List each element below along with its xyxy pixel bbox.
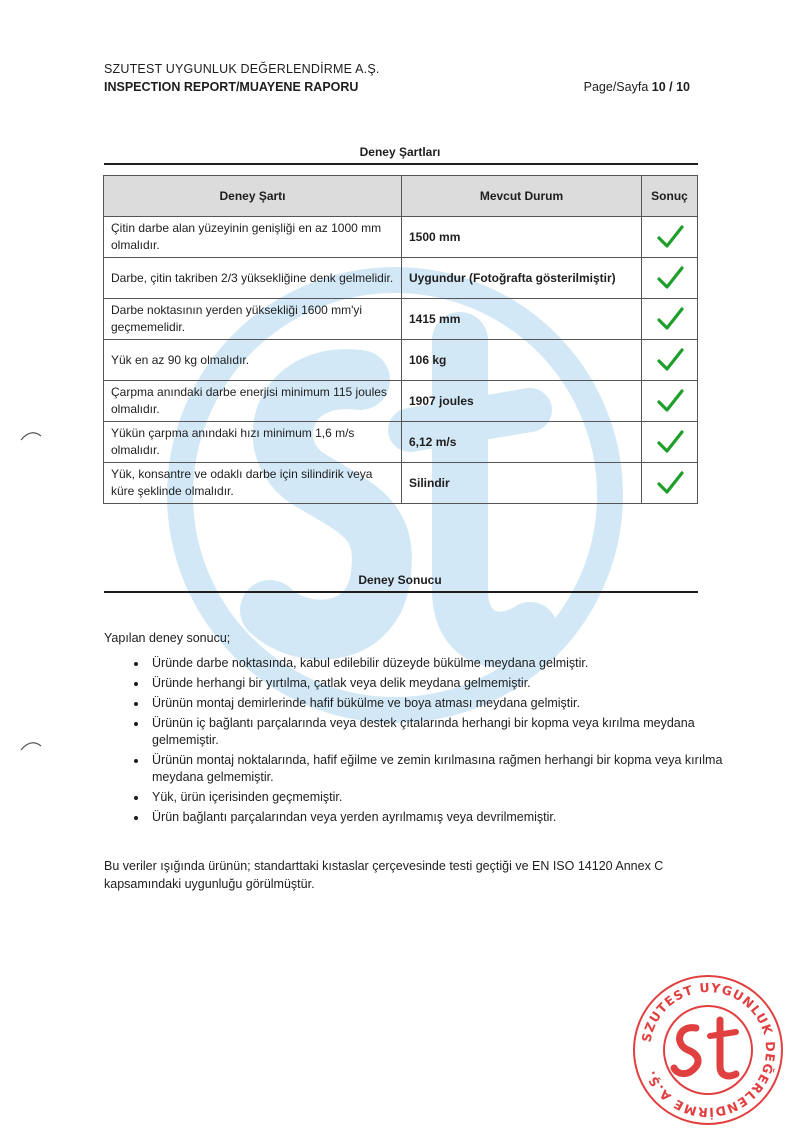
check-icon xyxy=(656,430,684,454)
finding-item: • Ürün bağlantı parçalarından veya yerden ayrılmamış veya devrilmemiştir. xyxy=(148,809,748,826)
result-intro: Yapılan deney sonucu; xyxy=(104,631,231,645)
findings-list xyxy=(104,655,748,829)
report-title: INSPECTION REPORT/MUAYENE RAPORU xyxy=(104,80,359,94)
column-header: Sonuç xyxy=(642,176,698,217)
result-cell xyxy=(642,463,698,504)
condition-cell: Çarpma anındaki darbe enerjisi minimum 115 joules olmalıdır. xyxy=(104,381,402,422)
condition-cell: Yük, konsantre ve odaklı darbe için silindirik veya küre şeklinde olmalıdır. xyxy=(104,463,402,504)
result-cell xyxy=(642,299,698,340)
condition-cell: Yükün çarpma anındaki hızı minimum 1,6 m/s olmalıdır. xyxy=(104,422,402,463)
column-header: Mevcut Durum xyxy=(402,176,642,217)
table-row xyxy=(104,422,698,463)
result-section-title: Deney Sonucu xyxy=(358,573,442,587)
table-header-row xyxy=(104,176,698,217)
table-row xyxy=(104,217,698,258)
condition-cell: Darbe, çitin takriben 2/3 yüksekliğine denk gelmelidir. xyxy=(104,258,402,299)
condition-cell: Darbe noktasının yerden yüksekliği 1600 mm'yi geçmemelidir. xyxy=(104,299,402,340)
finding-item: • Üründe herhangi bir yırtılma, çatlak veya delik meydana gelmemiştir. xyxy=(148,675,748,692)
margin-mark-icon xyxy=(20,428,42,442)
condition-cell: Çitin darbe alan yüzeyinin genişliği en az 1000 mm olmalıdır. xyxy=(104,217,402,258)
current-status-cell: 1907 joules xyxy=(402,381,642,422)
result-cell xyxy=(642,381,698,422)
check-icon xyxy=(656,307,684,331)
check-icon xyxy=(656,266,684,290)
column-header: Deney Şartı xyxy=(104,176,402,217)
stamp-seal-icon xyxy=(628,970,788,1130)
finding-item: • Ürünün montaj demirlerinde hafif bükülme ve boya atması meydana gelmiştir. xyxy=(148,695,748,712)
current-status-cell: 1415 mm xyxy=(402,299,642,340)
page-number: 10 / 10 xyxy=(651,80,690,94)
current-status-cell: 1500 mm xyxy=(402,217,642,258)
result-cell xyxy=(642,258,698,299)
current-status-cell: Silindir xyxy=(402,463,642,504)
company-name: SZUTEST UYGUNLUK DEĞERLENDİRME A.Ş. xyxy=(104,62,380,76)
page-indicator xyxy=(584,80,690,94)
table-row xyxy=(104,340,698,381)
check-icon xyxy=(656,471,684,495)
conditions-section-title: Deney Şartları xyxy=(359,145,441,159)
finding-item: • Üründe darbe noktasında, kabul edilebilir düzeyde bükülme meydana gelmiştir. xyxy=(148,655,748,672)
check-icon xyxy=(656,389,684,413)
result-cell xyxy=(642,217,698,258)
table-row xyxy=(104,463,698,504)
conclusion-text: Bu veriler ışığında ürünün; standarttaki kıstaslar çerçevesinde testi geçtiği ve EN ISO 14120 Annex C kapsamındaki uygunluğu görülmüştür. xyxy=(104,859,664,891)
condition-cell: Yük en az 90 kg olmalıdır. xyxy=(104,340,402,381)
finding-item: • Ürünün montaj noktalarında, hafif eğilme ve zemin kırılmasına rağmen herhangi bir kopma veya kırılma meydana gelmemiştir. xyxy=(148,752,748,786)
finding-item: • Yük, ürün içerisinden geçmemiştir. xyxy=(148,789,748,806)
result-cell xyxy=(642,422,698,463)
current-status-cell: 106 kg xyxy=(402,340,642,381)
current-status-cell: Uygundur (Fotoğrafta gösterilmiştir) xyxy=(402,258,642,299)
page-prefix: Page/Sayfa xyxy=(583,80,649,94)
section-divider xyxy=(104,163,698,165)
table-row xyxy=(104,299,698,340)
section-divider xyxy=(104,591,698,593)
svg-text:SZUTEST UYGUNLUK DEĞERLENDİRME: SZUTEST UYGUNLUK DEĞERLENDİRME A.Ş. xyxy=(638,979,779,1121)
margin-mark-icon xyxy=(20,738,42,752)
table-row xyxy=(104,258,698,299)
table-row xyxy=(104,381,698,422)
check-icon xyxy=(656,348,684,372)
check-icon xyxy=(656,225,684,249)
conditions-table xyxy=(103,175,698,504)
current-status-cell: 6,12 m/s xyxy=(402,422,642,463)
finding-item: • Ürünün iç bağlantı parçalarında veya destek çıtalarında herhangi bir kopma veya kırılma meydana gelmemiştir. xyxy=(148,715,748,749)
result-cell xyxy=(642,340,698,381)
